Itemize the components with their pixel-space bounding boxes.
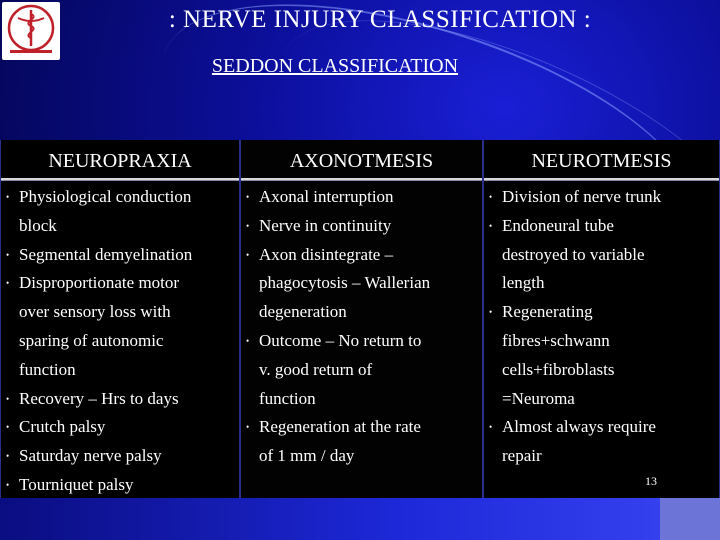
caduceus-logo-icon [2,2,60,60]
bullet-icon: • [6,192,10,202]
list-item-text: Endoneural tube [502,215,614,235]
list-item [241,241,482,270]
list-item-text: Segmental demyelination [19,244,193,264]
bullet-icon: • [6,393,10,404]
bullet-icon: • [489,422,493,433]
column-body [484,180,719,498]
list-item-text: Saturday nerve palsy [19,446,162,466]
list-item [241,442,482,471]
footer-band [0,498,660,540]
list-item-text: Tourniquet palsy [19,474,134,494]
footer-corner-block [660,498,720,540]
list-item-text: =Neuroma [502,388,575,408]
list-item [241,269,482,298]
list-item-text: Crutch palsy [19,417,106,437]
bullet-icon: • [489,220,493,231]
column-axonotmesis [240,140,483,498]
bullet-icon: • [6,422,10,433]
list-item [1,327,239,356]
list-item-text: sparing of autonomic [19,330,164,350]
list-item [241,298,482,327]
list-item [241,413,482,442]
list-item [1,183,239,212]
list-item [241,212,482,241]
list-item-text: Regeneration at the rate [259,417,421,437]
list-item [484,385,719,414]
classification-table [0,140,720,498]
bullet-icon: • [6,278,10,289]
slide-title: : NERVE INJURY CLASSIFICATION : [168,6,592,33]
list-item-text: of 1 mm / day [259,446,355,466]
list-item-text: length [502,273,545,293]
list-item [484,298,719,327]
column-neuropraxia [0,140,240,498]
column-header: NEUROTMESIS [484,140,719,180]
list-item-text: block [19,215,57,235]
bullet-icon: • [246,192,250,202]
column-header: NEUROPRAXIA [1,140,239,180]
list-item-text: over sensory loss with [19,302,171,322]
list-item-text: Disproportionate motor [19,273,180,293]
list-item-text: Physiological conduction [19,187,192,206]
list-item-text: function [19,359,76,379]
list-item-text: degeneration [259,302,347,322]
list-item [241,385,482,414]
list-item [484,183,719,212]
list-item [241,327,482,356]
list-item [484,241,719,270]
list-item [1,269,239,298]
list-item [241,356,482,385]
list-item [484,442,719,471]
list-item-text: Outcome – No return to [259,330,422,350]
list-item [1,356,239,385]
bullet-icon: • [6,451,10,462]
list-item-text: phagocytosis – Wallerian [259,273,431,293]
bullet-icon: • [489,307,493,318]
bullet-icon: • [246,249,250,260]
list-item [241,183,482,212]
list-item-text: Division of nerve trunk [502,187,662,206]
list-item-text: destroyed to variable [502,244,645,264]
bullet-icon: • [6,249,10,260]
list-item [1,442,239,471]
list-item [484,356,719,385]
list-item-text: fibres+schwann [502,330,610,350]
list-item-text: v. good return of [259,359,373,379]
bullet-icon: • [246,335,250,346]
list-item [484,327,719,356]
column-body [1,180,239,498]
column-neurotmesis [483,140,720,498]
institute-logo [2,2,60,60]
bullet-icon: • [489,192,493,202]
list-item-text: Regenerating [502,302,593,322]
list-item [1,298,239,327]
list-item [1,241,239,270]
column-body [241,180,482,498]
bullet-icon: • [246,220,250,231]
list-item-text: function [259,388,316,408]
bullet-icon: • [246,422,250,433]
list-item [1,471,239,500]
list-item-text: Axonal interruption [259,187,394,206]
list-item [1,212,239,241]
list-item-text: repair [502,446,542,466]
list-item [484,413,719,442]
bullet-icon: • [6,479,10,490]
list-item [1,413,239,442]
list-item [484,269,719,298]
page-number: 13 [645,474,657,488]
list-item [1,385,239,414]
list-item-text: cells+fibroblasts [502,359,615,379]
list-item-text: Recovery – Hrs to days [19,388,179,408]
slide-subtitle: SEDDON CLASSIFICATION [211,55,459,77]
list-item [484,212,719,241]
list-item-text: Axon disintegrate – [259,244,394,264]
list-item-text: Almost always require [502,417,656,437]
list-item-text: Nerve in continuity [259,215,392,235]
column-header: AXONOTMESIS [241,140,482,180]
